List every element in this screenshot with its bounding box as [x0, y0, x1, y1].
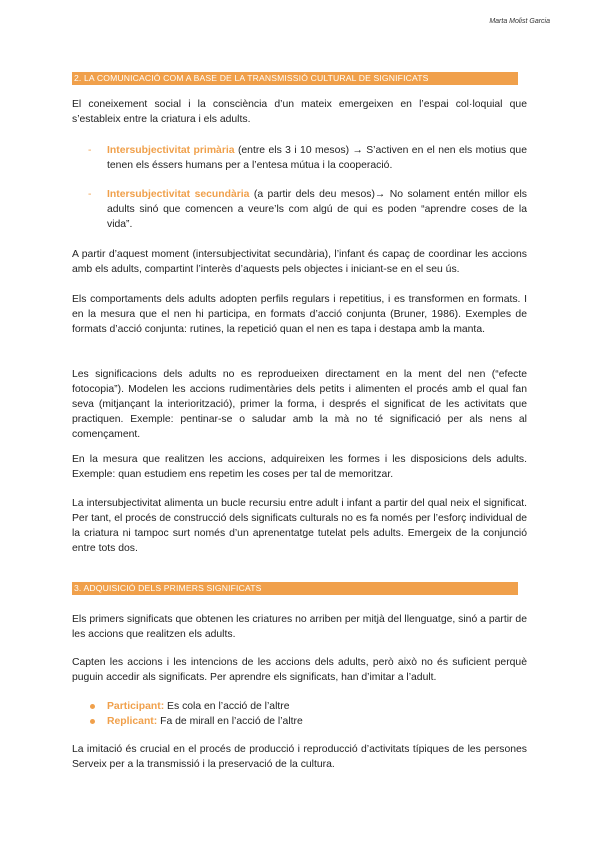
bullet-item-text: Fa de mirall en l’acció de l’altre	[157, 716, 303, 727]
bullet-item-text: Es cola en l’acció de l’altre	[164, 701, 290, 712]
paragraph-coordination: A partir d’aquest moment (intersubjectivitat secundària), l’infant és capaç de coordinar les accions amb els adults, compartint l’interès d’aquests pels objectes i iniciant-se en el seu ús.	[72, 249, 527, 275]
list-item-text: (a partir dels deu mesos)→ No solament entén millor els adults sinó que comencen a veure’ls com algú de qui es poden “aprendre coses de la vida”.	[107, 189, 527, 230]
dash-marker: -	[88, 189, 92, 200]
term-secondary-intersubjectivity: Intersubjectivitat secundària	[107, 189, 250, 200]
section-2-intro: El coneixement social i la consciència d’un mateix emergeixen en l’espai col·loquial que s’estableix entre la criatura i els adults.	[72, 99, 527, 125]
bullet-dot-icon	[90, 719, 95, 724]
section-2-heading: 2. LA COMUNICACIÓ COM A BASE DE LA TRANSMISSIÓ CULTURAL DE SIGNIFICATS	[72, 72, 518, 85]
section-3-heading: 3. ADQUISICIÓ DELS PRIMERS SIGNIFICATS	[72, 582, 518, 595]
author-name: Marta Molist Garcia	[489, 18, 550, 25]
paragraph-intersubjectivity-loop: La intersubjectivitat alimenta un bucle recursiu entre adult i infant a partir del qual neix el significat. Per tant, el procés de construcció dels significats culturals no es fa només per l’esforç individual de la criatura ni tampoc surt només d’un aprenentatge tutelat pels adults. Emergeix de la conjunció entre tots dos.	[72, 498, 527, 554]
bullet-item-participant	[90, 699, 527, 714]
paragraph-significations: Les significacions dels adults no es reprodueixen directament en la ment del nen (“efecte fotocopia”). Modelen les accions rudimentàries dels petits i alimenten el procés amb el qual fan seva (mitjançant la interiorització), primer la forma, i després el significat de les activitats que practiquen. Exemple: pentinar-se o saludar amb la mà no té significació per als nens al començament.	[72, 369, 527, 440]
term-participant: Participant:	[107, 701, 165, 712]
paragraph-imitation-crucial: La imitació és crucial en el procés de producció i reproducció d’activitats típiques de les persones Serveix per a la transmissió i la preservació de la cultura.	[72, 744, 527, 770]
term-replicant: Replicant:	[107, 716, 158, 727]
paragraph-first-meanings: Els primers significats que obtenen les criatures no arriben per mitjà del llenguatge, sinó a partir de les accions que realitzen els adults.	[72, 614, 527, 640]
dash-marker: -	[88, 145, 92, 156]
paragraph-formats: Els comportaments dels adults adopten perfils regulars i repetitius, i es transformen en formats. I en la mesura que el nen hi participa, en formats d’acció conjunta (Bruner, 1986). Exemples de formats d’acció conjunta: rutines, la repetició quan el nen es tapa i destapa amb la manta.	[72, 294, 527, 335]
paragraph-imitation: Capten les accions i les intencions de les accions dels adults, però això no és suficient perquè puguin accedir als significats. Per aprendre els significats, han d’imitar a l’adult.	[72, 657, 527, 683]
list-item-text: (entre els 3 i 10 mesos) → S’activen en el nen els motius que tenen els éssers humans per a l’entesa mútua i la cooperació.	[107, 145, 527, 171]
list-item-secondary-intersubjectivity	[90, 187, 527, 232]
paragraph-actions: En la mesura que realitzen les accions, adquireixen les formes i les disposicions dels adults. Exemple: quan estudiem ens repetim les coses per tal de memoritzar.	[72, 454, 527, 480]
list-item-primary-intersubjectivity	[90, 143, 527, 173]
bullet-dot-icon	[90, 704, 95, 709]
term-primary-intersubjectivity: Intersubjectivitat primària	[107, 145, 235, 156]
bullet-item-replicant	[90, 714, 527, 729]
